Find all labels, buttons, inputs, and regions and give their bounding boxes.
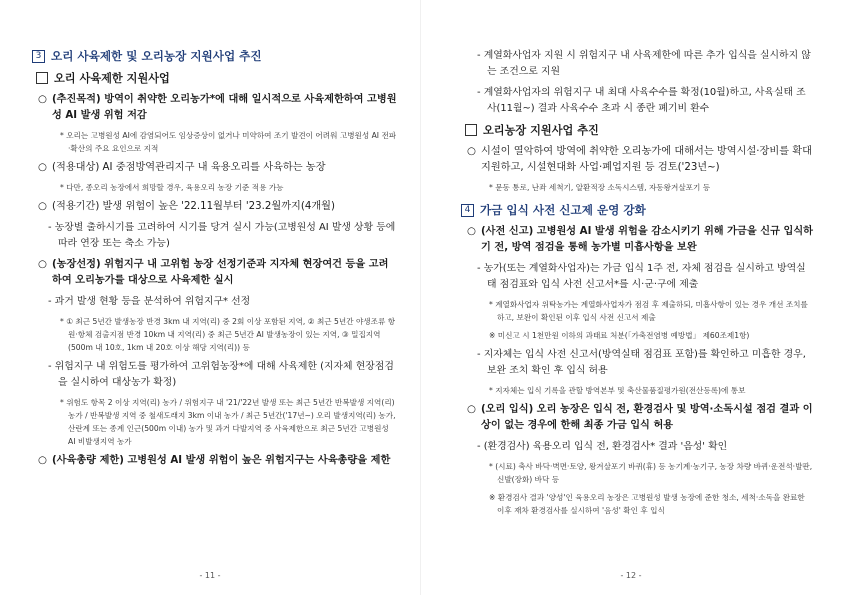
note-purpose: * 오리는 고병원성 AI에 감염되어도 임상증상이 없거나 미약하여 조기 발견이 어려워 고병원성 AI 전파·확산의 주요 요인으로 지적 <box>60 131 397 153</box>
dash-max-count: - 계열화사업자의 위험지구 내 최대 사육수수를 확정(10월)하고, 사육실태 조사(11월~) 결과 사육수수 초과 시 종란 폐기비 환수 <box>477 87 806 114</box>
square-bullet-icon <box>465 124 477 136</box>
note-pre-report-1: * 계열화사업자 위탁농가는 계열화사업자가 점검 후 제출하되, 미흡사항이 있는 경우 개선 조치를 하고, 보완이 확인된 이후 입식 사전 신고서 제출 <box>489 300 808 322</box>
item-total-limit-text: (사육총량 제한) 고병원성 AI 발생 위험이 높은 위험지구는 사육총량을 제한 <box>52 455 391 466</box>
section-4-title: 가금 입식 사전 신고제 운영 강화 <box>480 203 646 217</box>
page-number: - 11 - <box>199 571 221 580</box>
subsection-heading-2 <box>465 122 813 138</box>
item-period-text: (적용기간) 발생 위험이 높은 '22.11월부터 '23.2월까지(4개월) <box>52 201 335 212</box>
circle-bullet-icon: ○ <box>467 146 476 157</box>
section-3-heading <box>32 48 398 64</box>
section-number-box: 4 <box>461 204 474 217</box>
item-duck-stocking-text: (오리 입식) 오리 농장은 입식 전, 환경검사 및 방역·소독시설 점검 결과 이상이 없는 경우에 한해 최종 가금 입식 허용 <box>481 404 813 431</box>
item-pre-report-text: (사전 신고) 고병원성 AI 발생 위험을 감소시키기 위해 가금을 신규 입식하기 전, 방역 점검을 통해 농가별 미흡사항을 보완 <box>481 226 814 253</box>
dash-pre-report-2: - 지자체는 입식 사전 신고서(방역실태 점검표 포함)를 확인하고 미흡한 경우, 보완 조치 확인 후 입식 허용 <box>477 349 806 376</box>
note-selection-1: * ① 최근 5년간 발생농장 반경 3km 내 지역(리) 중 2회 이상 포함된 지역, ② 최근 5년간 야생조류 항원·항체 검출지점 반경 10km 내 지역(리) 중 최근 5년간 AI 발생농장이 있는 지역, ③ 밀집지역(500m 내 10호, 1km 내 20호 이상 해당 지역(리)) 등 <box>60 317 396 352</box>
item-target-text: (적용대상) AI 중점방역관리지구 내 육용오리를 사육하는 농장 <box>52 162 326 173</box>
note-facility: * 문동 통로, 난좌 세척기, 알환적장 소독시스템, 자동왕겨살포기 등 <box>489 183 711 192</box>
note-env-test-1: * (시료) 축사 바닥·벽면·토양, 왕겨살포기 바퀴(휴) 등 농기계·농기구, 농장 차량 바퀴·운전석·발판, 신발(장화) 바닥 등 <box>489 462 813 484</box>
dash-pre-report-1: - 농가(또는 계열화사업자)는 가금 입식 1주 전, 자체 점검을 실시하고 방역실태 점검표와 입식 사전 신고서*를 시·군·구에 제출 <box>477 263 806 290</box>
item-selection <box>32 257 398 289</box>
page-number: - 12 - <box>620 571 642 580</box>
item-facility-text: 시설이 열악하여 방역에 취약한 오리농가에 대해서는 방역시설·장비를 확대 지원하고, 시설현대화 사업·폐업지원 등 검토('23년~) <box>481 146 812 173</box>
subsection-title-2: 오리농장 지원사업 추진 <box>483 124 599 137</box>
note-pre-report-3: * 지자체는 입식 기록을 관할 방역본부 및 축산물품질평가원(전산등록)에 통보 <box>489 386 746 395</box>
item-target <box>32 160 398 176</box>
dash-env-test: - (환경검사) 육용오리 입식 전, 환경검사* 결과 '음성' 확인 <box>477 441 728 452</box>
note-selection-2: * 위험도 항목 2 이상 지역(리) 농가 / 위험지구 내 '21/'22년 발생 또는 최근 5년간 반복발생 지역(리) 농가 / 반복발생 지역 중 철새도래지 3km 이내 농가 / 최근 5년간('17년~) 오리 발생지역(리) 농가, 산란계 또는 종계 인근(500m 이내) 농가 및 과거 다발지역 중 사육제한으로 최근 5년간 고병원성 AI 비발생지역 농가 <box>60 398 396 446</box>
item-purpose-text: (추진목적) 방역이 취약한 오리농가*에 대해 일시적으로 사육제한하여 고병원성 AI 발생 위험 저감 <box>52 94 397 121</box>
circle-bullet-icon: ○ <box>38 201 47 212</box>
item-purpose <box>32 92 398 124</box>
dash-selection-1: - 과거 발생 현황 등을 분석하여 위험지구* 선정 <box>48 296 251 307</box>
section-number-box: 3 <box>32 50 45 63</box>
item-total-limit <box>32 453 398 469</box>
section-4-heading <box>461 202 813 218</box>
subsection-heading <box>36 70 398 86</box>
dash-selection-2: - 위험지구 내 위험도를 평가하여 고위험농장*에 대해 사육제한 (지자체 현장점검을 실시하여 대상농가 확정) <box>48 361 394 388</box>
circle-bullet-icon: ○ <box>38 94 47 105</box>
circle-bullet-icon: ○ <box>467 404 476 415</box>
page-11 <box>0 0 420 595</box>
item-pre-report <box>461 224 813 256</box>
subsection-title: 오리 사육제한 지원사업 <box>54 72 170 85</box>
circle-bullet-icon: ○ <box>38 162 47 173</box>
item-facility <box>461 144 813 176</box>
section-3-title: 오리 사육제한 및 오리농장 지원사업 추진 <box>51 49 262 63</box>
item-period <box>32 199 398 215</box>
item-duck-stocking <box>461 402 813 434</box>
circle-bullet-icon: ○ <box>38 259 47 270</box>
dash-support-condition: - 계열화사업자 지원 시 위험지구 내 사육제한에 따른 추가 입식을 실시하지 않는 조건으로 지원 <box>477 50 811 77</box>
square-bullet-icon <box>36 72 48 84</box>
circle-bullet-icon: ○ <box>38 455 47 466</box>
circle-bullet-icon: ○ <box>467 226 476 237</box>
note-env-test-2: ※ 환경검사 결과 '양성'인 육용오리 농장은 고병원성 발생 농장에 준한 청소, 세척·소독을 완료한 이후 재차 환경검사를 실시하여 '음성' 확인 후 입식 <box>489 493 805 515</box>
dash-period: - 농장별 출하시기를 고려하여 시기를 당겨 실시 가능(고병원성 AI 발생 상황 등에 따라 연장 또는 축소 가능) <box>48 222 396 249</box>
note-pre-report-2: ※ 미신고 시 1천만원 이하의 과태료 처분(「가축전염병 예방법」 제60조제1항) <box>489 331 750 340</box>
item-selection-text: (농장선정) 위험지구 내 고위험 농장 선정기준과 지자체 현장여건 등을 고려하여 오리농가를 대상으로 사육제한 실시 <box>52 259 389 286</box>
note-target: * 다만, 종오리 농장에서 희망할 경우, 육용오리 농장 기준 적용 가능 <box>60 183 284 192</box>
page-12 <box>421 0 841 595</box>
